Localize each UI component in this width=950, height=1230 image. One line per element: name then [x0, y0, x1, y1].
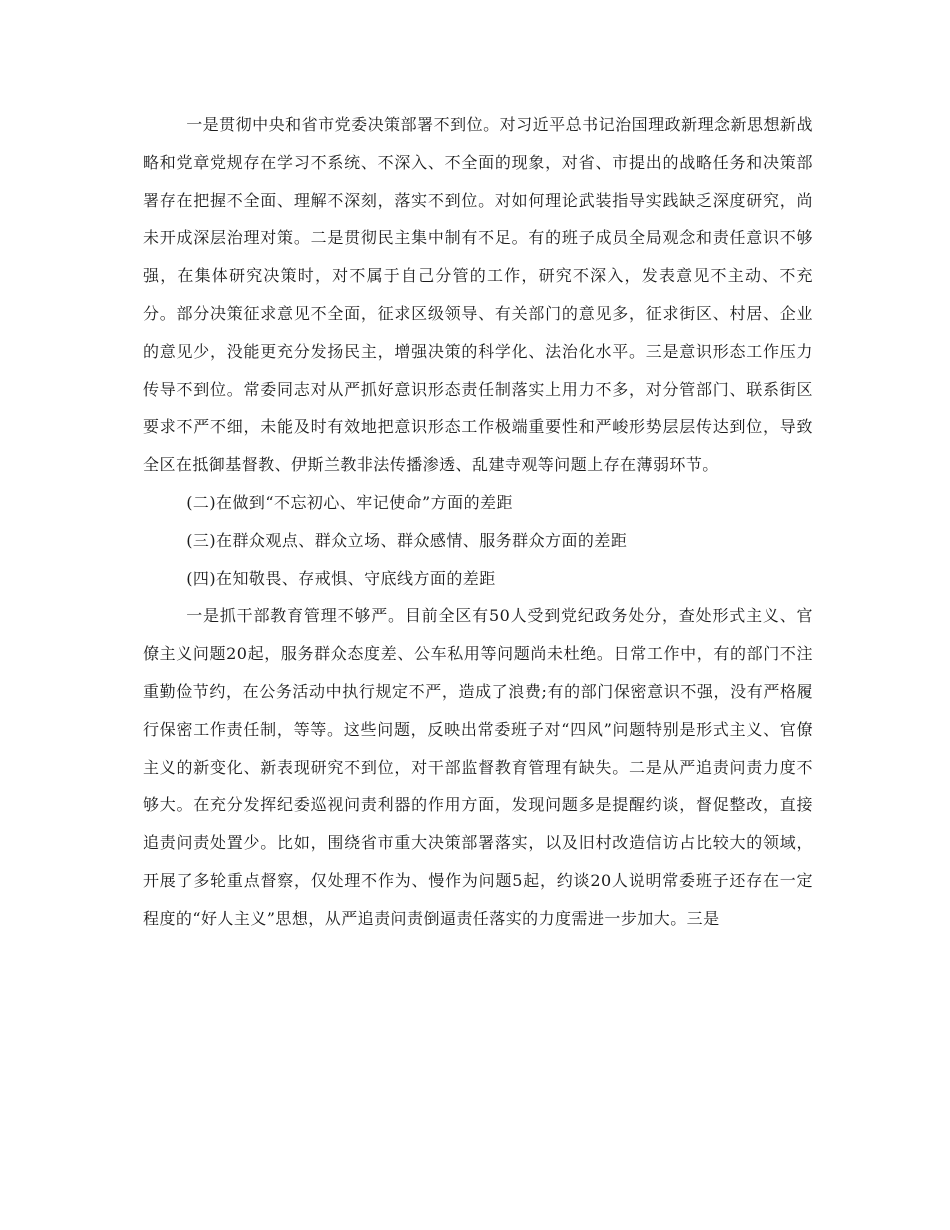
section-heading-3: (三)在群众观点、群众立场、群众感情、服务群众方面的差距 — [186, 530, 628, 550]
document-page — [143, 106, 813, 938]
section-heading-2: (二)在做到“不忘初心、牢记使命”方面的差距 — [186, 492, 513, 512]
paragraph-2: 一是抓干部教育管理不够严。目前全区有50人受到党纪政务处分，查处形式主义、官僚主义问题20起，服务群众态度差、公车私用等问题尚未杜绝。日常工作中，有的部门不注重勤俭节约，在公务活动中执行规定不严，造成了浪费;有的部门保密意识不强，没有严格履行保密工作责任制，等等。这些问题，反映出常委班子对“四风”问题特别是形式主义、官僚主义的新变化、新表现研究不到位，对干部监督教育管理有缺失。二是从严追责问责力度不够大。在充分发挥纪委巡视问责利器的作用方面，发现问题多是提醒约谈，督促整改，直接追责问责处置少。比如，围绕省市重大决策部署落实，以及旧村改造信访占比较大的领域，开展了多轮重点督察，仅处理不作为、慢作为问题5起，约谈20人说明常委班子还存在一定程度的“好人主义”思想，从严追责问责倒逼责任落实的力度需进一步加大。三是 — [143, 606, 813, 928]
paragraph-1: 一是贯彻中央和省市党委决策部署不到位。对习近平总书记治国理政新理念新思想新战略和党章党规存在学习不系统、不深入、不全面的现象，对省、市提出的战略任务和决策部署存在把握不全面、理解不深刻，落实不到位。对如何理论武装指导实践缺乏深度研究，尚未开成深层治理对策。二是贯彻民主集中制有不足。有的班子成员全局观念和责任意识不够强，在集体研究决策时，对不属于自己分管的工作，研究不深入，发表意见不主动、不充分。部分决策征求意见不全面，征求区级领导、有关部门的意见多，征求街区、村居、企业的意见少，没能更充分发扬民主，增强决策的科学化、法治化水平。三是意识形态工作压力传导不到位。常委同志对从严抓好意识形态责任制落实上用力不多，对分管部门、联系街区要求不严不细，未能及时有效地把意识形态工作极端重要性和严峻形势层层传达到位，导致全区在抵御基督教、伊斯兰教非法传播渗透、乱建寺观等问题上存在薄弱环节。 — [143, 115, 813, 475]
section-heading-4: (四)在知敬畏、存戒惧、守底线方面的差距 — [186, 568, 496, 588]
